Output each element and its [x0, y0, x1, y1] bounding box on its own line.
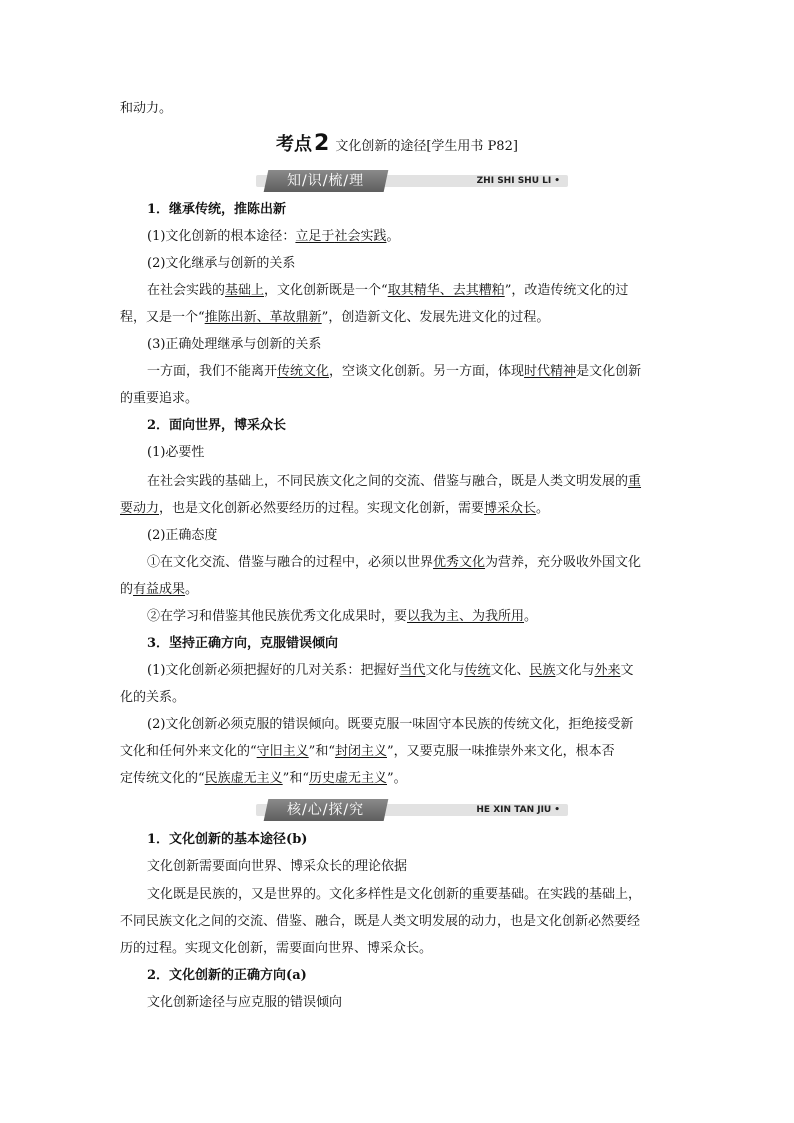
- s3-p1: (1)文化创新必须把握好的几对关系：把握好当代文化与传统文化、民族文化与外来文: [147, 663, 634, 678]
- heading-main: 考点: [276, 134, 313, 155]
- answer-underline: 重: [628, 474, 642, 489]
- s1-title: 1．继承传统，推陈出新: [147, 202, 287, 217]
- answer-underline: 当代: [399, 663, 426, 678]
- s3-p5: 定传统文化的“民族虚无主义”和“历史虚无主义”。: [120, 771, 407, 786]
- core-t1: 1．文化创新的基本途径(b): [147, 832, 308, 847]
- s1-p3: 在社会实践的基础上，文化创新既是一个“取其精华、去其糟粕”，改造传统文化的过: [147, 283, 629, 298]
- answer-underline: 要动力: [120, 501, 160, 516]
- s2-p4: (2)正确态度: [147, 528, 218, 543]
- s2-title: 2．面向世界，博采众长: [147, 418, 287, 433]
- s3-p4: 文化和任何外来文化的“守旧主义”和“封闭主义”，又要克服一味推崇外来文化，根本否: [120, 744, 615, 759]
- s2-p7: ②在学习和借鉴其他民族优秀文化成果时，要以我为主、为我所用。: [147, 609, 538, 624]
- answer-underline: 以我为主、为我所用: [407, 609, 525, 624]
- banner-core: [256, 799, 568, 821]
- s1-p5: (3)正确处理继承与创新的关系: [147, 337, 322, 352]
- s2-p5: ①在文化交流、借鉴与融合的过程中，必须以世界优秀文化为营养，充分吸收外国文化: [147, 555, 642, 570]
- core-t2: 2．文化创新的正确方向(a): [147, 968, 307, 983]
- answer-underline: 守旧主义: [256, 744, 309, 759]
- answer-underline: 民族虚无主义: [204, 771, 283, 786]
- banner-dot: •: [554, 176, 560, 186]
- core-t1-sub: 文化创新需要面向世界、博采众长的理论依据: [147, 859, 408, 874]
- core-p3: 历的过程。实现文化创新，需要面向世界、博采众长。: [120, 941, 433, 956]
- core-p1: 文化既是民族的，又是世界的。文化多样性是文化创新的重要基础。在实践的基础上，: [147, 887, 642, 902]
- banner-dot: •: [554, 805, 560, 815]
- answer-underline: 立足于: [295, 229, 335, 244]
- answer-underline: 推陈出新、革故鼎新: [204, 310, 322, 325]
- section-heading: [0, 130, 794, 156]
- answer-underline: 有益成果: [133, 582, 186, 597]
- banner-label: 核/心/探/究: [287, 802, 365, 818]
- s3-title: 3．坚持正确方向，克服错误倾向: [147, 636, 339, 651]
- answer-underline: 博采众长: [484, 501, 537, 516]
- heading-number: 2: [314, 131, 330, 156]
- s3-p3: (2)文化创新必须克服的错误倾向。既要克服一味固守本民族的传统文化，拒绝接受新: [147, 717, 634, 732]
- s2-p6: 的有益成果。: [120, 582, 199, 597]
- answer-underline: 取其精华、去其糟粕: [387, 283, 505, 298]
- banner-english: HE XIN TAN JIU •: [476, 805, 560, 815]
- s1-p1: (1)文化创新的根本途径：立足于社会实践。: [147, 229, 400, 244]
- banner-label: 知/识/梳/理: [287, 173, 365, 189]
- answer-underline: 封闭主义: [334, 744, 387, 759]
- answer-underline: 社会实践: [334, 229, 387, 244]
- answer-underline: 传统文化: [277, 364, 330, 379]
- answer-underline: 传统: [464, 663, 491, 678]
- heading-subtitle: 文化创新的途径[学生用书 P82]: [335, 139, 518, 154]
- intro-tail-text: 和动力。: [120, 101, 173, 116]
- s1-p4: 程，又是一个“推陈出新、革故鼎新”，创造新文化、发展先进文化的过程。: [120, 310, 550, 325]
- banner-tag: [264, 170, 389, 192]
- s2-p2: 在社会实践的基础上，不同民族文化之间的交流、借鉴与融合，既是人类文明发展的重: [147, 474, 642, 489]
- answer-underline: 优秀文化: [433, 555, 486, 570]
- answer-underline: 外来: [594, 663, 621, 678]
- answer-underline: 民族: [529, 663, 556, 678]
- core-t2-sub: 文化创新途径与应克服的错误倾向: [147, 995, 343, 1010]
- s1-p7: 的重要追求。: [120, 391, 199, 406]
- banner-tag: [264, 799, 389, 821]
- banner-knowledge: [256, 170, 568, 192]
- answer-underline: 时代精神: [524, 364, 577, 379]
- s1-p2: (2)文化继承与创新的关系: [147, 256, 296, 271]
- s2-p1: (1)必要性: [147, 445, 205, 460]
- banner-english: ZHI SHI SHU LI •: [476, 176, 560, 186]
- answer-underline: 历史虚无主义: [308, 771, 387, 786]
- answer-underline: 基础上: [225, 283, 265, 298]
- s2-p3: 要动力，也是文化创新必然要经历的过程。实现文化创新，需要博采众长。: [120, 501, 550, 516]
- s1-p6: 一方面，我们不能离开传统文化，空谈文化创新。另一方面，体现时代精神是文化创新: [147, 364, 642, 379]
- s3-p2: 化的关系。: [120, 690, 186, 705]
- core-p2: 不同民族文化之间的交流、借鉴、融合，既是人类文明发展的动力，也是文化创新必然要经: [120, 914, 641, 929]
